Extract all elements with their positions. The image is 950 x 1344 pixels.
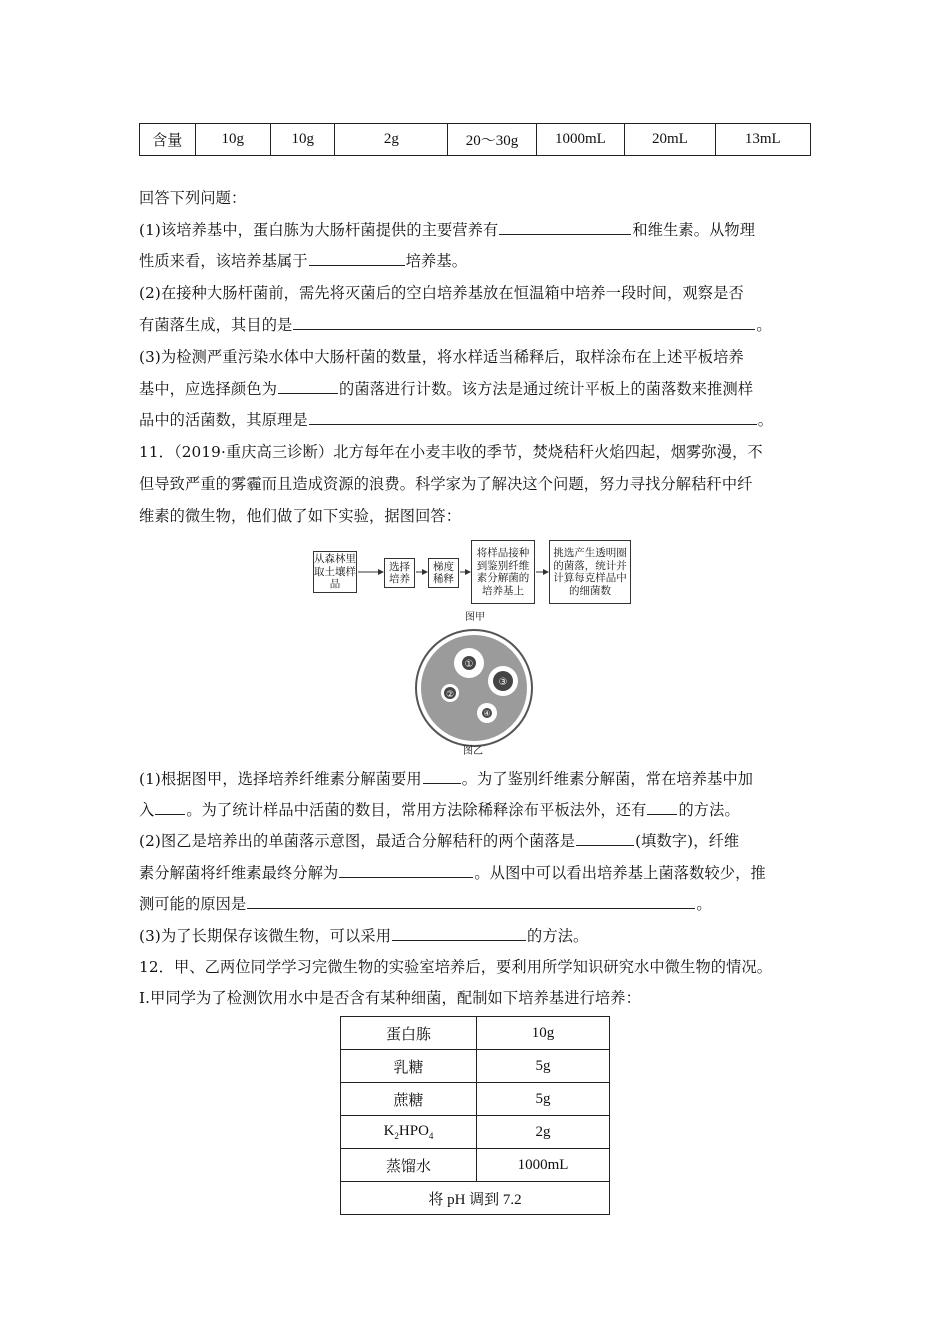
q10-part2-line2 — [139, 314, 772, 335]
flow-step-5: 挑选产生透明圈的菌落，统计并计算每克样品中的细菌数 — [549, 540, 631, 604]
table-cell: 10g — [477, 1017, 610, 1050]
q11-answer1-line2 — [139, 799, 740, 820]
table-row — [341, 1050, 610, 1083]
colony-4-label: ④ — [483, 709, 491, 718]
q12-line1: 12．甲、乙两位同学学习完微生物的实验室培养后，要利用所学知识研究水中微生物的情况。 — [139, 958, 773, 976]
flow-arrows — [313, 539, 633, 605]
answer-blank — [278, 378, 338, 394]
table-row — [341, 1017, 610, 1050]
table-cell: 蔗糖 — [341, 1083, 477, 1116]
answer-blank — [309, 250, 405, 266]
table-cell: 蛋白胨 — [341, 1017, 477, 1050]
table-cell — [341, 1116, 477, 1149]
figure-a-flowchart — [313, 539, 633, 605]
text: 。 — [756, 316, 772, 334]
text: (2)图乙是培养出的单菌落示意图，最适合分解秸秆的两个菌落是 — [139, 832, 576, 850]
flow-step-2: 选择培养 — [384, 558, 415, 588]
table-cell: 2g — [335, 124, 448, 156]
table-row — [341, 1182, 610, 1215]
answer-blank — [423, 768, 461, 784]
q10-part3-line3 — [139, 409, 773, 430]
text: (1)根据图甲，选择培养纤维素分解菌要用 — [139, 770, 422, 788]
table-cell: 乳糖 — [341, 1050, 477, 1083]
text: HPO — [398, 1123, 429, 1139]
table-cell: 2g — [477, 1116, 610, 1149]
answer-blank — [247, 893, 695, 909]
answer-blank — [309, 409, 757, 425]
table-row — [341, 1149, 610, 1182]
text: 的方法。 — [678, 801, 740, 819]
table-cell: 5g — [477, 1050, 610, 1083]
table-cell: 10g — [270, 124, 335, 156]
q11-answer2-line1 — [139, 830, 739, 851]
figure-a-caption: 图甲 — [465, 612, 485, 623]
q10-part3-line2 — [139, 378, 753, 399]
table-row — [140, 124, 811, 156]
text: 素分解菌将纤维素最终分解为 — [139, 864, 339, 882]
table-footer-cell: 将 pH 调到 7.2 — [341, 1182, 610, 1215]
answer-blank — [155, 799, 185, 815]
q11-line3: 维素的微生物，他们做了如下实验，据图回答： — [139, 507, 462, 525]
table-cell: 13mL — [715, 124, 810, 156]
table-row — [341, 1116, 610, 1149]
q10-part1-line1 — [139, 219, 755, 240]
q10-part2-line1: (2)在接种大肠杆菌前，需先将灭菌后的空白培养基放在恒温箱中培养一段时间，观察是否 — [139, 284, 744, 302]
colony-3-label: ③ — [498, 677, 508, 688]
text: 。从图中可以看出培养基上菌落数较少，推 — [474, 864, 766, 882]
text: 测可能的原因是 — [139, 895, 247, 913]
q10-part1-line2 — [139, 250, 467, 271]
text: 。 — [696, 895, 712, 913]
table-cell: 20mL — [625, 124, 715, 156]
answer-blank — [499, 219, 631, 235]
q11-line2: 但导致严重的雾霾而且造成资源的浪费。科学家为了解决这个问题，努力寻找分解秸秆中纤 — [139, 475, 753, 493]
colony-2-label: ② — [445, 690, 455, 700]
table-cell: 10g — [195, 124, 270, 156]
table-cell: 1000mL — [536, 124, 625, 156]
text: 的菌落进行计数。该方法是通过统计平板上的菌落数来推测样 — [339, 380, 754, 398]
text: 性质来看，该培养基属于 — [139, 252, 308, 270]
q11-line1: 11．（2019·重庆高三诊断）北方每年在小麦丰收的季节，焚烧秸秆火焰四起，烟雾弥漫，不 — [139, 443, 763, 461]
text: 品中的活菌数，其原理是 — [139, 411, 308, 429]
table-cell: 蒸馏水 — [341, 1149, 477, 1182]
text: 基中，应选择颜色为 — [139, 380, 278, 398]
answer-blank — [293, 314, 755, 330]
q11-answer2-line3 — [139, 893, 712, 914]
question-intro: 回答下列问题： — [139, 189, 247, 207]
table-cell: 5g — [477, 1083, 610, 1116]
flow-step-4: 将样品接种到鉴别纤维素分解菌的培养基上 — [471, 540, 535, 604]
text: 。 — [757, 411, 774, 429]
table-cell: 20～30g — [448, 124, 536, 156]
text: 。为了统计样品中活菌的数目，常用方法除稀释涂布平板法外，还有 — [186, 801, 647, 819]
colony-1-label: ① — [464, 659, 474, 670]
subscript: 2 — [394, 1131, 399, 1141]
text: (填数字)，纤维 — [635, 832, 740, 850]
text: 培养基。 — [405, 252, 468, 270]
text: K — [383, 1123, 395, 1139]
table-row — [341, 1083, 610, 1116]
figure-b-caption: 图乙 — [463, 746, 483, 757]
figure-b-petri-dish — [413, 627, 535, 749]
flow-step-3: 梯度稀释 — [428, 558, 459, 588]
table-cell: 1000mL — [477, 1149, 610, 1182]
q12-line2: Ⅰ.甲同学为了检测饮用水中是否含有某种细菌，配制如下培养基进行培养： — [139, 989, 641, 1007]
text: 入 — [139, 801, 155, 819]
text: (1)该培养基中，蛋白胨为大肠杆菌提供的主要营养有 — [139, 221, 499, 239]
medium-composition-table-top — [139, 123, 811, 156]
q10-part3-line1: (3)为检测严重污染水体中大肠杆菌的数量，将水样适当稀释后，取样涂布在上述平板培养 — [139, 348, 744, 366]
q11-answer1-line1 — [139, 768, 753, 789]
table-cell: 含量 — [140, 124, 196, 156]
text: 有菌落生成，其目的是 — [139, 316, 293, 334]
text: 。为了鉴别纤维素分解菌，常在培养基中加 — [461, 770, 754, 788]
answer-blank — [647, 799, 677, 815]
medium-composition-table — [340, 1016, 610, 1215]
answer-blank — [576, 830, 634, 846]
answer-blank — [339, 862, 473, 878]
subscript: 4 — [428, 1131, 434, 1141]
text: 和维生素。从物理 — [632, 221, 756, 239]
q11-answer3 — [139, 925, 588, 946]
q11-answer2-line2 — [139, 862, 766, 883]
text: (3)为了长期保存该微生物，可以采用 — [139, 927, 392, 945]
answer-blank — [392, 925, 526, 941]
text: 的方法。 — [527, 927, 589, 945]
flow-step-1: 从森林里取土壤样品 — [313, 551, 357, 593]
